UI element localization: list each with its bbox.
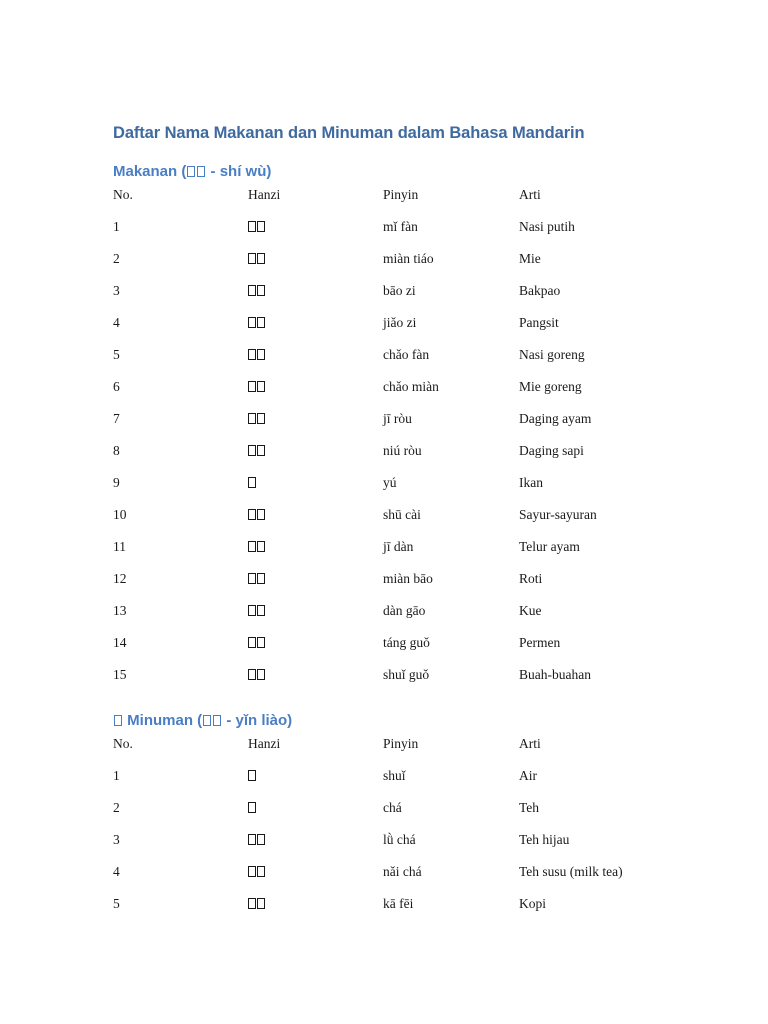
missing-glyph-icon <box>257 509 265 520</box>
table-row <box>113 864 673 896</box>
cell-hanzi <box>248 800 257 816</box>
cell-arti: Mie goreng <box>519 379 582 394</box>
missing-glyph-icon <box>248 253 256 264</box>
missing-glyph-icon <box>203 715 211 726</box>
cell-pinyin: jī dàn <box>383 539 414 554</box>
table-row <box>113 443 673 475</box>
section-heading-text-after: - yǐn liào) <box>222 712 293 729</box>
missing-glyph-icon <box>257 413 265 424</box>
missing-glyph-icon <box>257 898 265 909</box>
missing-glyph-icon <box>257 253 265 264</box>
cell-hanzi <box>248 219 266 235</box>
cell-pinyin: niú ròu <box>383 443 422 458</box>
cell-arti: Ikan <box>519 475 543 490</box>
cell-pinyin: jī ròu <box>383 411 412 426</box>
section-heading-text-after: - shí wù) <box>206 163 272 180</box>
cell-arti: Roti <box>519 571 543 586</box>
missing-glyph-icon <box>257 866 265 877</box>
food-table <box>113 187 673 699</box>
cell-no: 11 <box>113 539 126 554</box>
cell-hanzi <box>248 768 257 784</box>
missing-glyph-icon <box>257 637 265 648</box>
column-header-no: No. <box>113 736 133 751</box>
missing-glyph-icon <box>248 445 256 456</box>
table-row <box>113 507 673 539</box>
cell-hanzi <box>248 411 266 427</box>
cell-no: 5 <box>113 347 120 362</box>
section-heading-text-before: Minuman ( <box>123 712 203 729</box>
cell-arti: Buah-buahan <box>519 667 591 682</box>
cell-arti: Teh hijau <box>519 832 570 847</box>
section-heading-minuman <box>113 712 292 729</box>
cell-hanzi <box>248 635 266 651</box>
cell-hanzi <box>248 315 266 331</box>
cell-hanzi <box>248 667 266 683</box>
table-row <box>113 832 673 864</box>
cell-no: 2 <box>113 251 120 266</box>
missing-glyph-icon <box>257 285 265 296</box>
cell-pinyin: shū cài <box>383 507 421 522</box>
cell-arti: Teh <box>519 800 540 815</box>
missing-glyph-icon <box>257 381 265 392</box>
missing-glyph-icon <box>248 413 256 424</box>
missing-glyph-icon <box>248 221 256 232</box>
cell-no: 3 <box>113 283 120 298</box>
cell-no: 1 <box>113 768 120 783</box>
missing-glyph-icon <box>187 166 195 177</box>
section-heading-text-before: Makanan ( <box>113 163 187 180</box>
missing-glyph-icon <box>248 509 256 520</box>
table-row <box>113 379 673 411</box>
cell-pinyin: yú <box>383 475 397 490</box>
cell-pinyin: miàn tiáo <box>383 251 434 266</box>
column-header-pinyin: Pinyin <box>383 187 419 202</box>
missing-glyph-icon <box>248 866 256 877</box>
cell-pinyin: kā fēi <box>383 896 414 911</box>
cell-no: 7 <box>113 411 120 426</box>
table-row <box>113 896 673 928</box>
cell-arti: Pangsit <box>519 315 559 330</box>
hanzi-placeholder-glyphs <box>202 712 222 729</box>
cell-pinyin: shuǐ <box>383 768 406 783</box>
table-row <box>113 219 673 251</box>
table-header-row <box>113 736 673 768</box>
missing-glyph-icon <box>257 605 265 616</box>
cell-no: 4 <box>113 864 120 879</box>
missing-glyph-icon <box>257 349 265 360</box>
cell-no: 4 <box>113 315 120 330</box>
column-header-arti: Arti <box>519 736 541 751</box>
missing-glyph-icon <box>197 166 205 177</box>
cell-hanzi <box>248 283 266 299</box>
cell-no: 2 <box>113 800 120 815</box>
missing-glyph-icon <box>257 669 265 680</box>
drink-table <box>113 736 673 928</box>
hanzi-placeholder-glyphs <box>186 163 206 180</box>
missing-glyph-icon <box>257 541 265 552</box>
document-title: Daftar Nama Makanan dan Minuman dalam Bahasa Mandarin <box>113 124 585 142</box>
cell-arti: Nasi putih <box>519 219 575 234</box>
missing-glyph-icon <box>248 834 256 845</box>
missing-emoji-glyph-icon <box>114 715 122 726</box>
cell-no: 1 <box>113 219 120 234</box>
cell-arti: Air <box>519 768 537 783</box>
cell-arti: Daging sapi <box>519 443 584 458</box>
cell-arti: Permen <box>519 635 561 650</box>
missing-glyph-icon <box>248 770 256 781</box>
missing-glyph-icon <box>257 573 265 584</box>
cell-no: 12 <box>113 571 127 586</box>
table-row <box>113 315 673 347</box>
cell-hanzi <box>248 571 266 587</box>
column-header-no: No. <box>113 187 133 202</box>
cell-hanzi <box>248 507 266 523</box>
missing-glyph-icon <box>248 669 256 680</box>
cell-pinyin: bāo zi <box>383 283 416 298</box>
missing-glyph-icon <box>248 285 256 296</box>
table-header-row <box>113 187 673 219</box>
table-row <box>113 475 673 507</box>
missing-glyph-icon <box>248 349 256 360</box>
cell-no: 13 <box>113 603 127 618</box>
missing-glyph-icon <box>248 637 256 648</box>
cell-no: 5 <box>113 896 120 911</box>
cell-arti: Mie <box>519 251 541 266</box>
cell-arti: Daging ayam <box>519 411 592 426</box>
cell-arti: Kue <box>519 603 542 618</box>
cell-pinyin: táng guǒ <box>383 635 430 650</box>
cell-arti: Telur ayam <box>519 539 580 554</box>
cell-no: 8 <box>113 443 120 458</box>
column-header-hanzi: Hanzi <box>248 187 281 202</box>
cell-arti: Teh susu (milk tea) <box>519 864 623 879</box>
table-row <box>113 603 673 635</box>
cell-hanzi <box>248 864 266 880</box>
missing-glyph-icon <box>248 605 256 616</box>
missing-glyph-icon <box>257 317 265 328</box>
cell-arti: Kopi <box>519 896 546 911</box>
cell-pinyin: miàn bāo <box>383 571 433 586</box>
cell-hanzi <box>248 832 266 848</box>
column-header-hanzi: Hanzi <box>248 736 281 751</box>
column-header-arti: Arti <box>519 187 541 202</box>
cell-no: 15 <box>113 667 127 682</box>
table-row <box>113 283 673 315</box>
missing-glyph-icon <box>248 573 256 584</box>
missing-glyph-icon <box>248 541 256 552</box>
cell-pinyin: mǐ fàn <box>383 219 418 234</box>
cell-pinyin: nǎi chá <box>383 864 422 879</box>
cell-hanzi <box>248 475 257 491</box>
missing-glyph-icon <box>257 834 265 845</box>
cell-no: 6 <box>113 379 120 394</box>
cell-hanzi <box>248 603 266 619</box>
table-row <box>113 667 673 699</box>
cell-hanzi <box>248 347 266 363</box>
cell-arti: Bakpao <box>519 283 561 298</box>
cell-pinyin: dàn gāo <box>383 603 426 618</box>
table-row <box>113 571 673 603</box>
cell-pinyin: chǎo fàn <box>383 347 430 362</box>
cell-pinyin: jiǎo zi <box>383 315 417 330</box>
section-heading-makanan <box>113 163 271 180</box>
missing-glyph-icon <box>257 445 265 456</box>
table-row <box>113 768 673 800</box>
cell-pinyin: chá <box>383 800 402 815</box>
table-row <box>113 635 673 667</box>
table-row <box>113 800 673 832</box>
table-row <box>113 539 673 571</box>
cell-no: 14 <box>113 635 127 650</box>
missing-glyph-icon <box>248 802 256 813</box>
cell-arti: Sayur-sayuran <box>519 507 597 522</box>
missing-glyph-icon <box>257 221 265 232</box>
cell-pinyin: chǎo miàn <box>383 379 439 394</box>
cell-pinyin: shuǐ guǒ <box>383 667 430 682</box>
cell-hanzi <box>248 379 266 395</box>
missing-glyph-icon <box>248 381 256 392</box>
table-row <box>113 251 673 283</box>
cell-hanzi <box>248 251 266 267</box>
table-row <box>113 411 673 443</box>
table-row <box>113 347 673 379</box>
cell-hanzi <box>248 539 266 555</box>
cell-no: 9 <box>113 475 120 490</box>
missing-glyph-icon <box>248 898 256 909</box>
cell-no: 10 <box>113 507 127 522</box>
cell-no: 3 <box>113 832 120 847</box>
missing-glyph-icon <box>248 317 256 328</box>
column-header-pinyin: Pinyin <box>383 736 419 751</box>
cell-pinyin: lǜ chá <box>383 832 416 847</box>
cell-hanzi <box>248 443 266 459</box>
cell-hanzi <box>248 896 266 912</box>
missing-glyph-icon <box>213 715 221 726</box>
missing-glyph-icon <box>248 477 256 488</box>
cell-arti: Nasi goreng <box>519 347 585 362</box>
